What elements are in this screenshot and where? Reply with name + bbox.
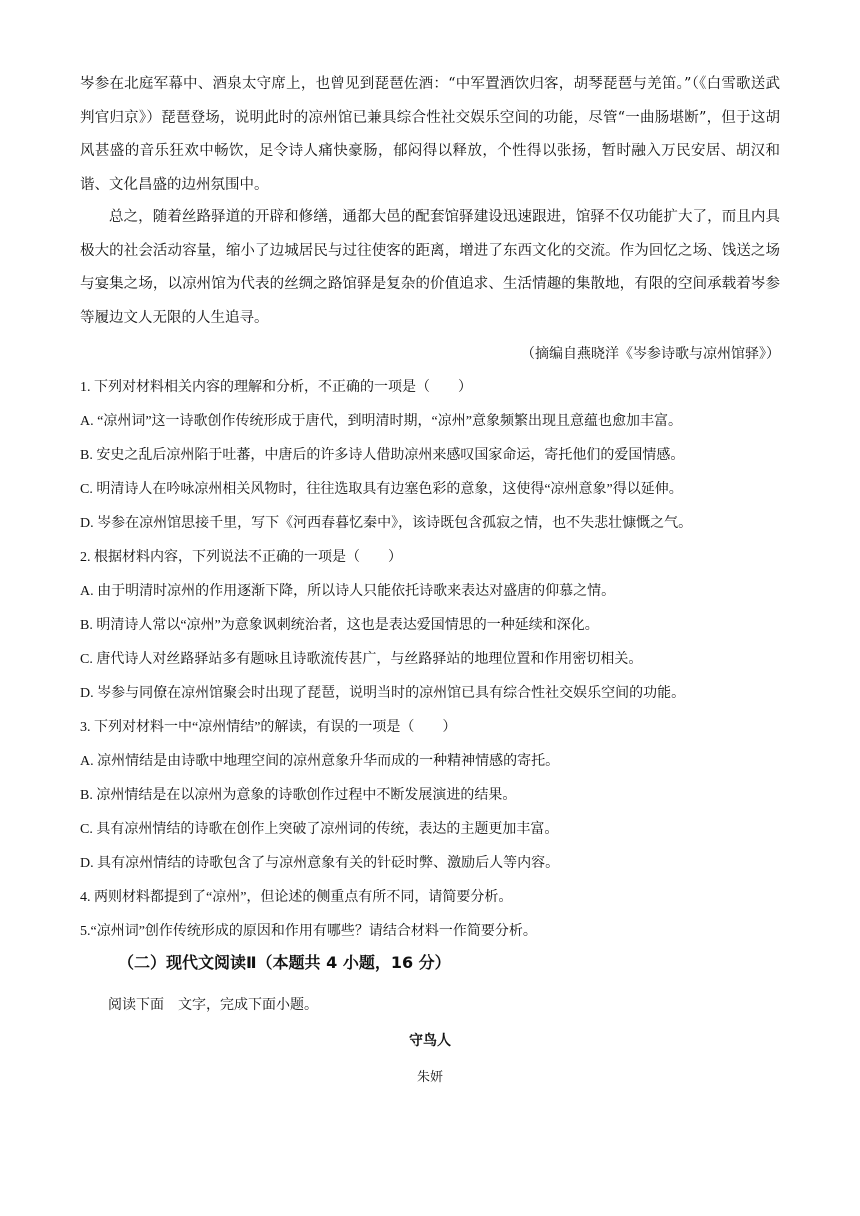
question-3-option-a: A. 凉州情结是由诗歌中地理空间的凉州意象升华而成的一种精神情感的寄托。 — [80, 754, 560, 769]
question-3-stem: 3. 下列对材料一中“凉州情结”的解读，有误的一项是（ ） — [80, 720, 457, 735]
question-4: 4. 两则材料都提到了“凉州”，但论述的侧重点有所不同，请简要分析。 — [80, 890, 513, 905]
passage-paragraph-2: 总之，随着丝路驿道的开辟和修缮，通都大邑的配套馆驿建设迅速跟进，馆驿不仅功能扩大了，而且内具极大的社会活动容量，缩小了边城居民与过往使客的距离，增进了东西文化的交流。作为回忆之场、饯送之场与宴集之场，以凉州馆为代表的丝绸之路馆驿是复杂的价值追求、生活情趣的集散地，有限的空间承载着岑参等履边文人无限的人生追寻。 — [80, 209, 780, 326]
question-5: 5.“凉州词”创作传统形成的原因和作用有哪些？请结合材料一作简要分析。 — [80, 924, 537, 939]
question-1-option-b: B. 安史之乱后凉州陷于吐蕃，中唐后的许多诗人借助凉州来感叹国家命运，寄托他们的爱国情感。 — [80, 448, 685, 463]
article-title: 守鸟人 — [409, 1033, 451, 1049]
section-heading: （二）现代文阅读Ⅱ（本题共 4 小题，16 分） — [118, 953, 451, 972]
question-1-option-d: D. 岑参在凉州馆思接千里，写下《河西春暮忆秦中》，该诗既包含孤寂之情，也不失悲壮慷慨之气。 — [80, 516, 693, 531]
question-1-option-a: A. “凉州词”这一诗歌创作传统形成于唐代，到明清时期，“凉州”意象频繁出现且意蕴也愈加丰富。 — [80, 414, 682, 429]
question-3-option-c: C. 具有凉州情结的诗歌在创作上突破了凉州词的传统，表达的主题更加丰富。 — [80, 822, 559, 837]
question-1-option-c: C. 明清诗人在吟咏凉州相关风物时，往往选取具有边塞色彩的意象，这使得“凉州意象”得以延伸。 — [80, 482, 683, 497]
question-3-option-d: D. 具有凉州情结的诗歌包含了与凉州意象有关的针砭时弊、激励后人等内容。 — [80, 856, 560, 871]
passage-paragraph-1: 岑参在北庭军幕中、酒泉太守席上，也曾见到琵琶佐酒：“中军置酒饮归客，胡琴琵琶与羌笛。”（《白雪歌送武判官归京》）琵琶登场，说明此时的凉州馆已兼具综合性社交娱乐空间的功能，尽管“一曲肠堪断”，但于这胡风甚盛的音乐狂欢中畅饮，足令诗人痛快豪肠，郁闷得以释放，个性得以张扬，暂时融入万民安居、胡汉和谐、文化昌盛的边州氛围中。 — [80, 76, 780, 193]
question-2-option-d: D. 岑参与同僚在凉州馆聚会时出现了琵琶，说明当时的凉州馆已具有综合性社交娱乐空间的功能。 — [80, 686, 686, 701]
question-3-option-b: B. 凉州情结是在以凉州为意象的诗歌创作过程中不断发展演进的结果。 — [80, 788, 517, 803]
question-2-option-a: A. 由于明清时凉州的作用逐渐下降，所以诗人只能依托诗歌来表达对盛唐的仰慕之情。 — [80, 584, 616, 599]
question-2-option-b: B. 明清诗人常以“凉州”为意象讽刺统治者，这也是表达爱国情思的一种延续和深化。 — [80, 618, 599, 633]
question-2-option-c: C. 唐代诗人对丝路驿站多有题咏且诗歌流传甚广，与丝路驿站的地理位置和作用密切相关。 — [80, 652, 643, 667]
reading-instruction: 阅读下面 文字，完成下面小题。 — [108, 998, 318, 1013]
passage-source: （摘编自燕晓洋《岑参诗歌与凉州馆驿》） — [521, 346, 780, 362]
question-1-stem: 1. 下列对材料相关内容的理解和分析，不正确的一项是（ ） — [80, 380, 472, 395]
question-2-stem: 2. 根据材料内容，下列说法不正确的一项是（ ） — [80, 550, 402, 565]
article-author: 朱妍 — [416, 1070, 443, 1085]
